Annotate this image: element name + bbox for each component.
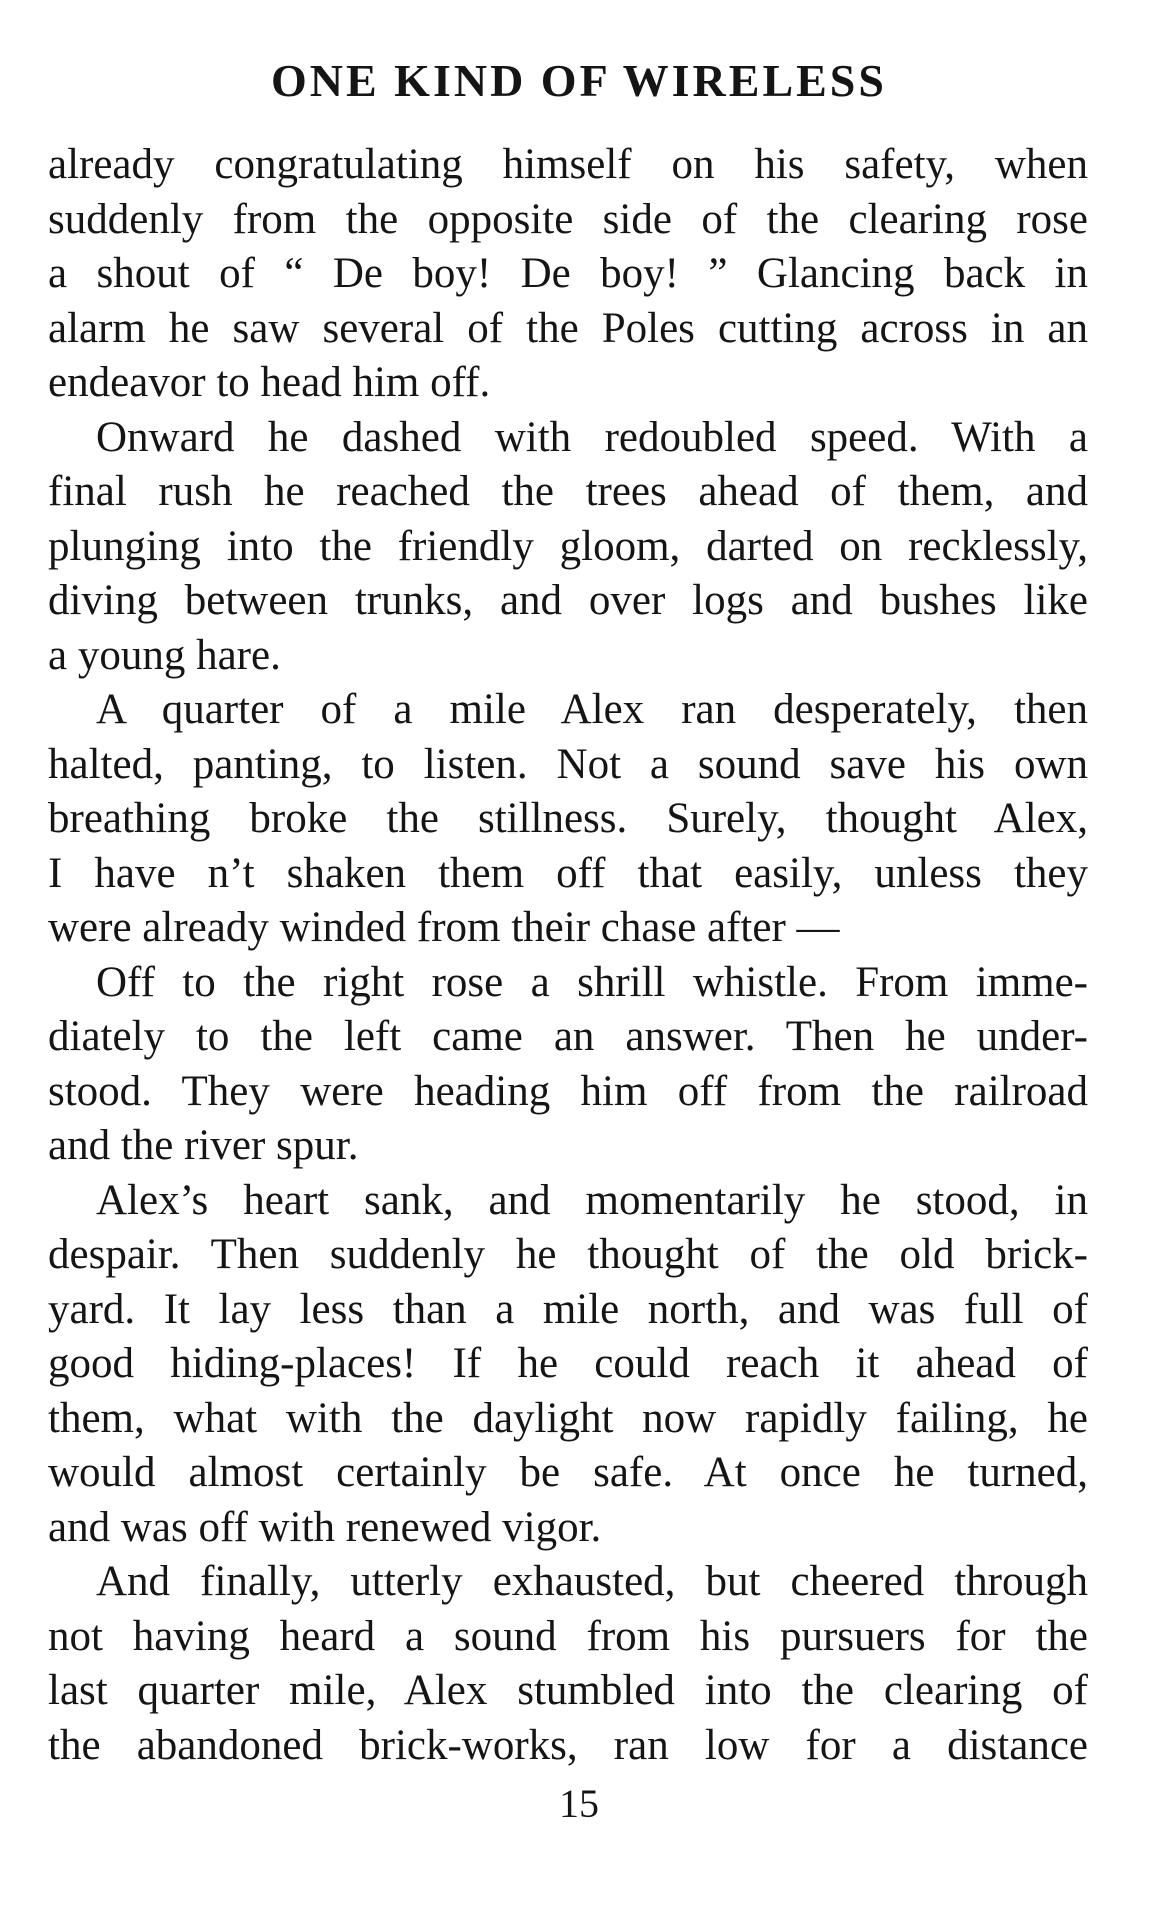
text-line: A quarter of a mile Alex ran desperately, then	[96, 686, 1088, 733]
text-line: endeavor to head him off.	[48, 359, 491, 406]
text-line: a shout of “ De boy! De boy! ” Glancing back in	[48, 250, 1088, 297]
page-number: 15	[559, 1781, 599, 1826]
text-line: would almost certainly be safe. At once he turned,	[48, 1449, 1088, 1496]
text-line: alarm he saw several of the Poles cutting across in an	[48, 304, 1088, 352]
text-line: suddenly from the opposite side of the clearing rose	[48, 195, 1088, 243]
text-line: And finally, utterly exhausted, but cheered through	[96, 1558, 1088, 1605]
text-line: breathing broke the stillness. Surely, thought Alex,	[48, 795, 1088, 842]
text-line: good hiding-places! If he could reach it ahead of	[48, 1340, 1088, 1387]
text-line: diving between trunks, and over logs and bushes like	[48, 577, 1088, 624]
text-line: and the river spur.	[48, 1122, 359, 1169]
running-head: ONE KIND OF WIRELESS	[271, 55, 887, 106]
text-line: stood. They were heading him off from the railroad	[48, 1067, 1088, 1115]
body-text	[48, 138, 1088, 1773]
text-line: them, what with the daylight now rapidly failing, he	[48, 1394, 1088, 1442]
text-line: halted, panting, to listen. Not a sound save his own	[48, 740, 1088, 788]
text-line: the abandoned brick-works, ran low for a distance	[48, 1721, 1088, 1769]
text-line: Off to the right rose a shrill whistle. From imme-	[96, 958, 1088, 1006]
text-line: yard. It lay less than a mile north, and was full of	[48, 1285, 1088, 1333]
text-line: plunging into the friendly gloom, darted on recklessly,	[48, 522, 1088, 570]
text-line: last quarter mile, Alex stumbled into the clearing of	[48, 1667, 1088, 1714]
text-line: not having heard a sound from his pursuers for the	[48, 1612, 1088, 1660]
text-line: Onward he dashed with redoubled speed. With a	[96, 413, 1088, 461]
text-line: final rush he reached the trees ahead of them, and	[48, 468, 1088, 515]
text-line: I have n’t shaken them off that easily, unless they	[48, 849, 1088, 897]
text-line: diately to the left came an answer. Then he under-	[48, 1013, 1088, 1060]
text-line: despair. Then suddenly he thought of the old brick-	[48, 1231, 1088, 1278]
text-line: a young hare.	[48, 631, 281, 679]
text-line: were already winded from their chase after —	[48, 904, 840, 951]
text-line: and was off with renewed vigor.	[48, 1503, 602, 1551]
text-line: already congratulating himself on his safety, when	[48, 141, 1088, 188]
text-line: Alex’s heart sank, and momentarily he stood, in	[96, 1176, 1088, 1224]
